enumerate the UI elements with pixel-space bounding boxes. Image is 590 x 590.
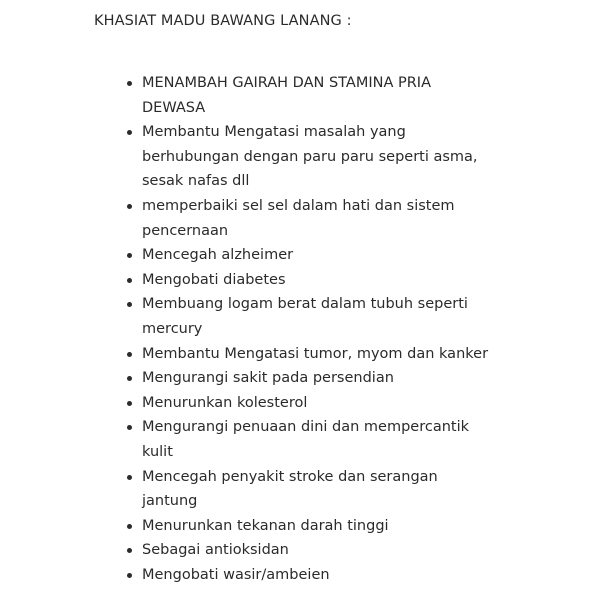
benefit-text: Mencegah penyakit stroke dan serangan jantung bbox=[142, 468, 438, 510]
list-item bbox=[94, 71, 494, 120]
list-item bbox=[94, 366, 494, 391]
list-item bbox=[94, 514, 494, 539]
benefit-text: memperbaiki sel sel dalam hati dan sistem pencernaan bbox=[142, 197, 455, 239]
benefit-text: Menurunkan kolesterol bbox=[142, 394, 308, 411]
bullet-icon bbox=[127, 204, 132, 209]
benefit-text: Membantu Mengatasi masalah yang berhubungan dengan paru paru seperti asma, sesak nafas dll bbox=[142, 124, 478, 190]
bullet-icon bbox=[127, 425, 132, 430]
bullet-icon bbox=[127, 81, 132, 86]
benefit-text: Membantu Mengatasi tumor, myom dan kanker bbox=[142, 345, 489, 362]
benefit-text: Mengobati diabetes bbox=[142, 271, 286, 288]
bullet-icon bbox=[127, 130, 132, 135]
bullet-icon bbox=[127, 352, 132, 357]
list-item bbox=[94, 268, 494, 293]
benefit-text: Menurunkan tekanan darah tinggi bbox=[142, 517, 389, 534]
list-item bbox=[94, 292, 494, 341]
benefit-text: Mengurangi sakit pada persendian bbox=[142, 370, 394, 387]
benefit-text: Membuang logam berat dalam tubuh seperti mercury bbox=[142, 296, 468, 337]
document-title: KHASIAT MADU BAWANG LANANG : bbox=[94, 13, 352, 29]
list-item bbox=[94, 391, 494, 416]
list-item bbox=[94, 342, 494, 367]
list-item bbox=[94, 243, 494, 268]
bullet-icon bbox=[127, 376, 132, 381]
bullet-icon bbox=[127, 302, 132, 307]
list-item bbox=[94, 120, 494, 194]
bullet-icon bbox=[127, 548, 132, 553]
benefit-text: Mengobati wasir/ambeien bbox=[142, 566, 330, 583]
bullet-icon bbox=[127, 278, 132, 283]
list-item bbox=[94, 415, 494, 464]
bullet-icon bbox=[127, 573, 132, 578]
benefit-text: Mengurangi penuaan dini dan mempercantik kulit bbox=[142, 419, 470, 460]
list-item bbox=[94, 538, 494, 563]
list-item bbox=[94, 194, 494, 243]
benefit-text: Sebagai antioksidan bbox=[142, 542, 289, 559]
benefit-text: MENAMBAH GAIRAH DAN STAMINA PRIA DEWASA bbox=[142, 75, 431, 116]
benefits-list bbox=[94, 71, 494, 587]
list-item bbox=[94, 563, 494, 588]
bullet-icon bbox=[127, 401, 132, 406]
bullet-icon bbox=[127, 524, 132, 529]
bullet-icon bbox=[127, 253, 132, 258]
benefit-text: Mencegah alzheimer bbox=[142, 247, 294, 264]
bullet-icon bbox=[127, 475, 132, 480]
list-item bbox=[94, 465, 494, 514]
